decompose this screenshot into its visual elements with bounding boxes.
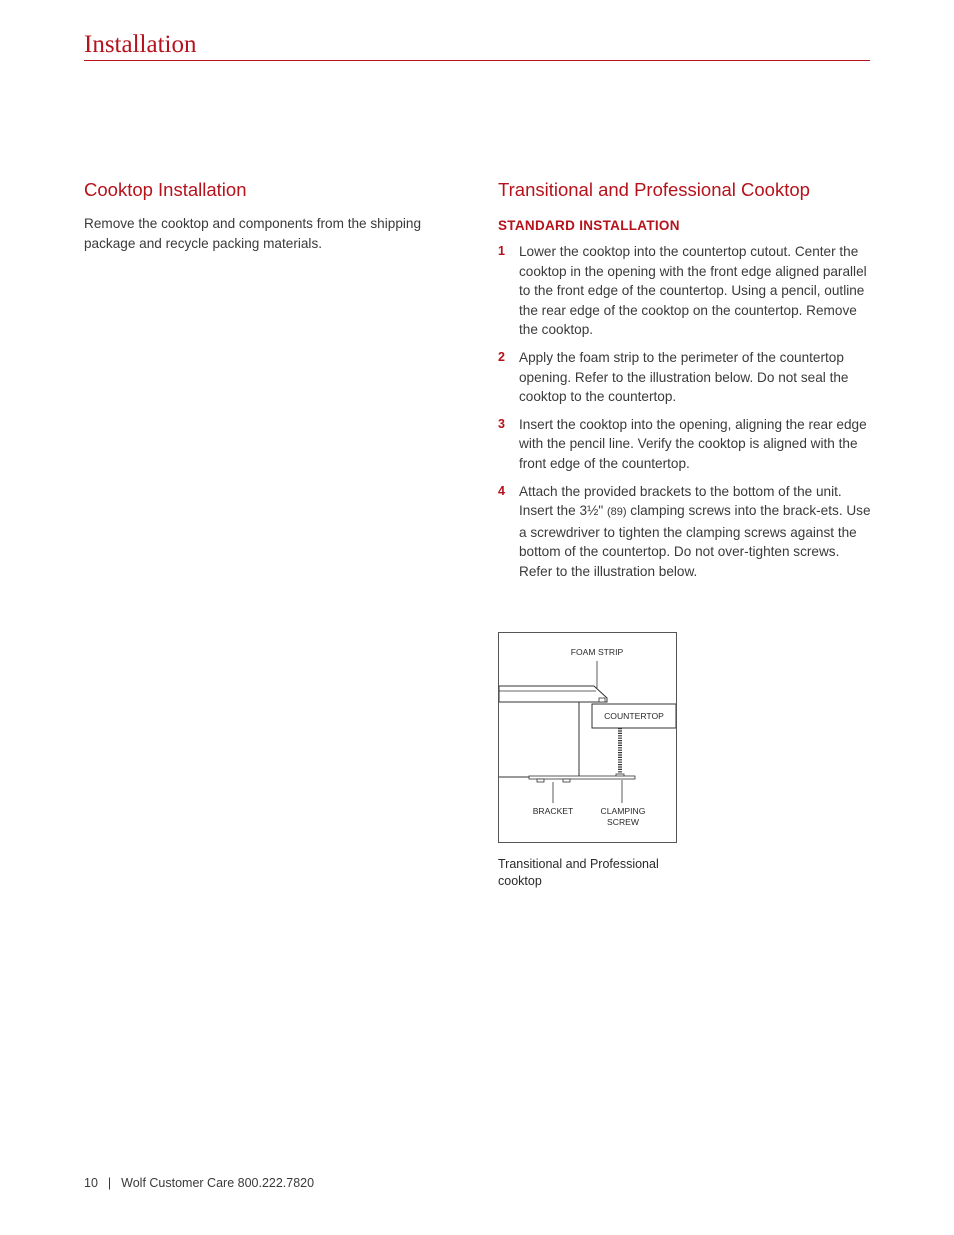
figure-caption: Transitional and Professional cooktop — [498, 857, 659, 888]
step-item — [498, 415, 878, 474]
clamping-screw-label-line1: CLAMPING — [600, 806, 646, 816]
step-number: 1 — [498, 244, 505, 258]
footer-separator: | — [107, 1176, 112, 1190]
page-number: 10 — [84, 1176, 98, 1190]
bracket-shape — [529, 776, 635, 779]
step-text-part: clamping screws into the brack-ets. Use a screwdriver to tighten the clamping screws against the bottom of the countertop. Do not over-tighten screws. Refer to the illustration below. — [519, 503, 871, 579]
step-text: Lower the cooktop into the countertop cutout. Center the cooktop in the opening with the front edge aligned parallel to the front edge of the countertop. Using a pencil, outline the rear edge of the cooktop on the countertop. Remove the cooktop. — [519, 244, 867, 338]
intro-paragraph: Remove the cooktop and components from the shipping package and recycle packing materials. — [84, 216, 422, 251]
installation-illustration — [498, 632, 677, 843]
metric-measurement: (89) — [606, 506, 627, 519]
step-item — [498, 242, 878, 340]
page-footer — [84, 1174, 314, 1192]
subheading-standard-installation: STANDARD INSTALLATION — [498, 218, 680, 233]
step-number: 4 — [498, 483, 505, 498]
section-heading-transitional-professional: Transitional and Professional Cooktop — [498, 179, 810, 200]
bracket-label: BRACKET — [532, 806, 574, 816]
step-number: 2 — [498, 349, 505, 364]
bracket-nut — [563, 779, 570, 782]
left-column — [84, 176, 464, 254]
step-text-part: Attach the provided brackets to the bottom of the unit. Insert the 3½" — [519, 483, 842, 519]
step-item — [498, 348, 878, 407]
footer-contact: Wolf Customer Care 800.222.7820 — [121, 1176, 315, 1190]
clamping-screw-label-line2: SCREW — [607, 817, 639, 827]
step-item — [498, 482, 878, 582]
page-title: Installation — [84, 31, 197, 58]
step-text: Apply the foam strip to the perimeter of the countertop opening. Refer to the illustration below. Do not seal the cooktop to the countertop. — [519, 349, 849, 405]
right-column — [498, 176, 878, 590]
foam-strip-shape — [599, 698, 605, 702]
installation-steps — [498, 242, 878, 582]
step-text: Insert the cooktop into the opening, aligning the rear edge with the pencil line. Verify the cooktop is aligned with the front edge of the countertop. — [519, 416, 867, 471]
section-heading-cooktop-installation: Cooktop Installation — [84, 179, 247, 200]
installation-diagram — [499, 633, 676, 842]
step-text — [519, 482, 875, 582]
title-rule — [84, 60, 870, 61]
countertop-label: COUNTERTOP — [604, 711, 664, 721]
cooktop-deck — [499, 686, 607, 702]
bracket-nut — [537, 779, 544, 782]
foam-strip-label: FOAM STRIP — [570, 647, 624, 657]
step-number: 3 — [498, 416, 505, 431]
